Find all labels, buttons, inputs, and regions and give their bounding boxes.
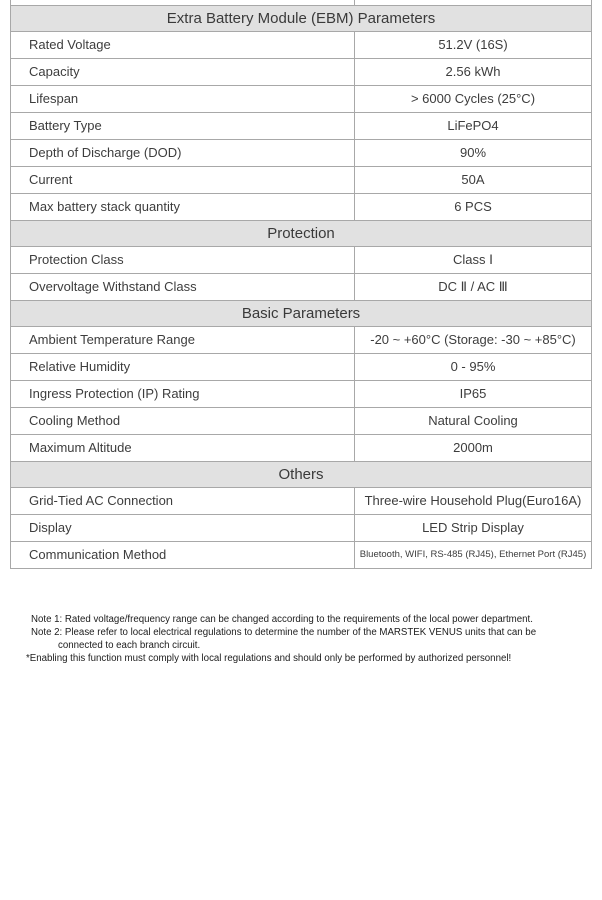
row-value: 51.2V (16S): [438, 37, 508, 52]
row-value: > 6000 Cycles (25°C): [410, 91, 536, 106]
row-label: Relative Humidity: [11, 354, 355, 380]
row-label: Grid-Tied AC Connection: [11, 488, 355, 514]
row-label: Depth of Discharge (DOD): [11, 140, 355, 166]
row-value: Natural Cooling: [428, 413, 518, 428]
row-label: Maximum Altitude: [11, 435, 355, 461]
row-value: DC Ⅱ / AC Ⅲ: [438, 279, 508, 294]
row-value: Class Ⅰ: [453, 252, 493, 267]
table-row-relative-humidity: [11, 354, 591, 381]
table-row-current: [11, 167, 591, 194]
table-row-depth-of-discharge: [11, 140, 591, 167]
row-value: 0 - 95%: [450, 359, 496, 374]
row-label: Display: [11, 515, 355, 541]
section-header-ebm-parameters: Extra Battery Module (EBM) Parameters: [11, 6, 591, 32]
table-row-overvoltage-withstand: [11, 274, 591, 301]
note-asterisk: *Enabling this function must comply with local regulations and should only be performed by authorized personnel!: [26, 653, 512, 664]
table-row-ingress-protection: [11, 381, 591, 408]
row-value: 2000m: [453, 440, 493, 455]
table-row-grid-tied-ac: [11, 488, 591, 515]
row-value: -20 ~ +60°C (Storage: -30 ~ +85°C): [370, 332, 576, 347]
row-value: 2.56 kWh: [445, 64, 501, 79]
section-header-others: Others: [11, 462, 591, 488]
row-value: 6 PCS: [454, 199, 492, 214]
note-2-line-1: Note 2: Please refer to local electrical regulations to determine the number of the MARSTEK VENUS units that can be: [31, 627, 537, 638]
row-label: Lifespan: [11, 86, 355, 112]
table-row-protection-class: [11, 247, 591, 274]
table-row-communication-method: [11, 542, 591, 569]
table-row-cooling-method: [11, 408, 591, 435]
table-row-ambient-temperature: [11, 327, 591, 354]
section-header-basic-parameters: Basic Parameters: [11, 301, 591, 327]
row-value: 90%: [459, 145, 487, 160]
cutoff-row-left-cell: [11, 0, 355, 5]
row-label: Ingress Protection (IP) Rating: [11, 381, 355, 407]
row-label: Overvoltage Withstand Class: [11, 274, 355, 300]
note-1: Note 1: Rated voltage/frequency range can be changed according to the requirements of the local power department.: [31, 614, 533, 625]
row-value: LiFePO4: [447, 118, 499, 133]
footnotes: [0, 613, 602, 665]
table-row-battery-type: [11, 113, 591, 140]
table-row-max-battery-stack: [11, 194, 591, 221]
table-row-rated-voltage: [11, 32, 591, 59]
row-label: Protection Class: [11, 247, 355, 273]
row-value: LED Strip Display: [422, 520, 524, 535]
row-label: Current: [11, 167, 355, 193]
table-row-capacity: [11, 59, 591, 86]
table-row-lifespan: [11, 86, 591, 113]
row-label: Ambient Temperature Range: [11, 327, 355, 353]
row-label: Capacity: [11, 59, 355, 85]
row-value: 50A: [461, 172, 485, 187]
row-value: Three-wire Household Plug(Euro16A): [364, 493, 582, 508]
section-header-protection: Protection: [11, 221, 591, 247]
row-label: Cooling Method: [11, 408, 355, 434]
row-label: Max battery stack quantity: [11, 194, 355, 220]
table-row-maximum-altitude: [11, 435, 591, 462]
row-label: Communication Method: [11, 542, 355, 568]
table-row-display: [11, 515, 591, 542]
note-2-line-2: connected to each branch circuit.: [58, 640, 201, 651]
spec-table: [10, 0, 592, 569]
row-value: IP65: [459, 386, 487, 401]
row-label: Battery Type: [11, 113, 355, 139]
row-value: Bluetooth, WIFI, RS-485 (RJ45), Ethernet Port (RJ45): [359, 549, 587, 560]
row-label: Rated Voltage: [11, 32, 355, 58]
